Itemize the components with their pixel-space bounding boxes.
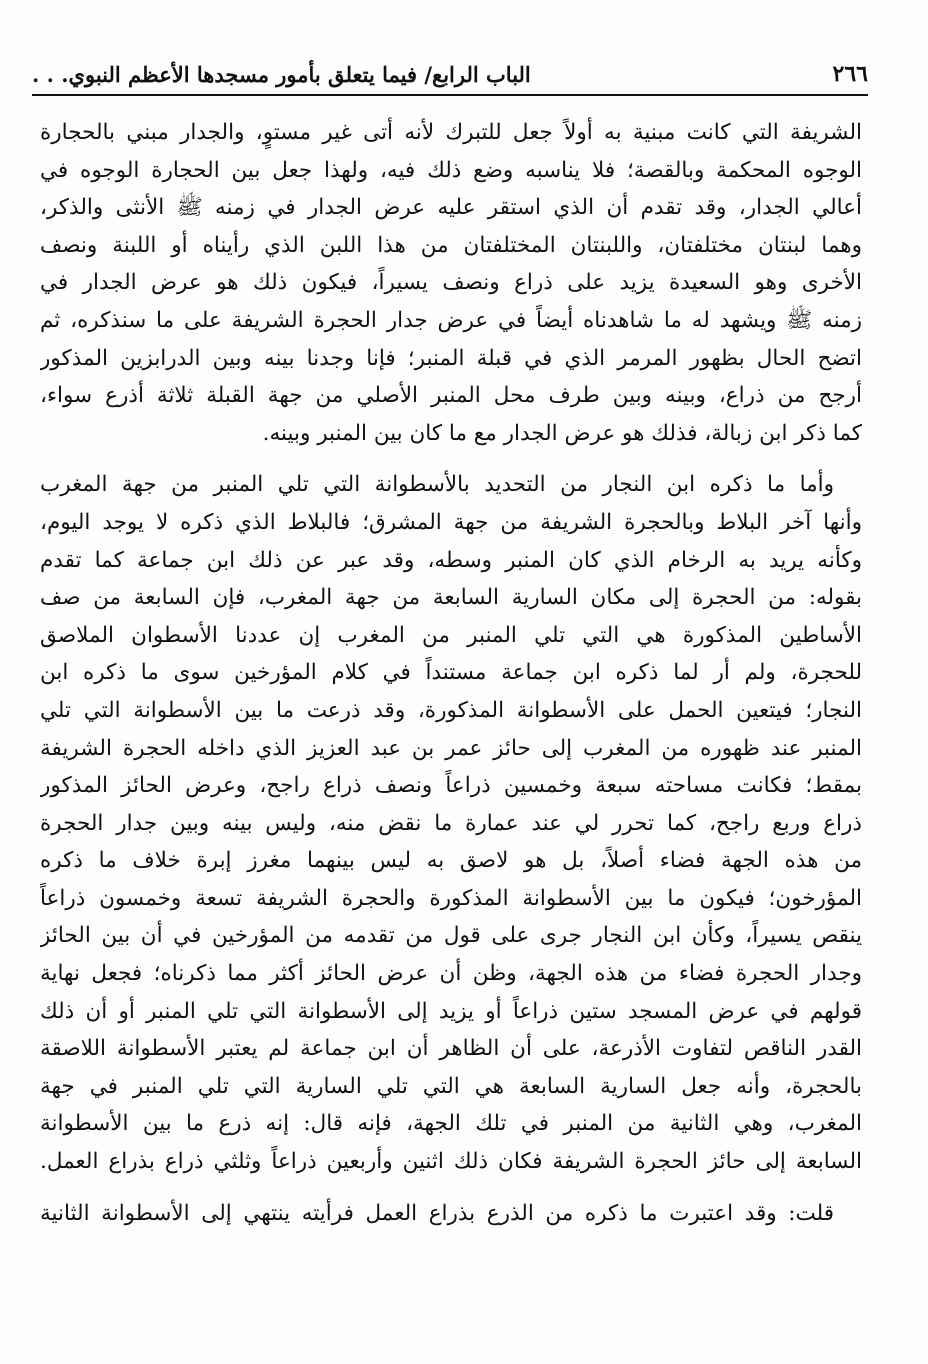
paragraph-2 xyxy=(40,466,862,1180)
text-line: اتضح الحال بظهور المرمر الذي في قبلة المنبر؛ فإنا وجدنا بينه وبين الدرابزين المذكور xyxy=(40,345,862,371)
text-line: وهما لبنتان مختلفتان، واللبنتان المختلفتان من هذا اللبن الذي رأيناه أو اللبنة ونصف xyxy=(40,232,862,258)
text-line-first: قلت: وقد اعتبرت ما ذكره من الذرع بذراع العمل فرأيته ينتهي إلى الأسطوانة الثانية xyxy=(40,1200,834,1226)
text-line: الشريفة التي كانت مبنية به أولاً جعل للتبرك لأنه أتى غير مستوٍ، والجدار مبني بالحجارة xyxy=(40,120,862,145)
text-line: أرجح من ذراع، وبينه وبين طرف محل المنبر الأصلي من جهة القبلة ثلاثة أذرع سواء، xyxy=(40,383,862,409)
page-header xyxy=(32,54,868,96)
paragraph-1 xyxy=(40,114,862,452)
text-line: المؤرخون؛ فيكون ما بين الأسطوانة المذكورة والحجرة الشريفة تسعة وخمسون ذراعاً xyxy=(40,885,862,911)
text-line: ذراع وربع راجح، كما تحرر لي عند عمارة ما نقض منه، وليس بينه وبين جدار الحجرة xyxy=(40,810,862,836)
text-line: بالحجرة، وأنه جعل السارية السابعة هي التي تلي السارية التي تلي المنبر في جهة xyxy=(40,1073,862,1099)
text-line-first: وأما ما ذكره ابن النجار من التحديد بالأسطوانة التي تلي المنبر من جهة المغرب xyxy=(40,472,834,498)
running-title: الباب الرابع/ فيما يتعلق بأمور مسجدها الأعظم النبوي. . . xyxy=(32,61,531,87)
page-body xyxy=(40,114,862,1232)
text-line: وكأنه يريد به الرخام الذي كان المنبر وسطه، وقد عبر عن ذلك ابن جماعة كما تقدم xyxy=(40,547,862,573)
text-line: بقوله: من الحجرة إلى مكان السارية السابعة من جهة المغرب، فإن السابعة من صف xyxy=(40,585,862,611)
page-number: ٢٦٦ xyxy=(832,61,868,87)
text-line: الأساطين المذكورة هي التي تلي المنبر من المغرب إن عددنا الأسطوان الملاصق xyxy=(40,622,862,648)
text-line: القدر الناقص لتفاوت الأذرعة، على أن الظاهر أن ابن جماعة لم يعتبر الأسطوانة اللاصقة xyxy=(40,1036,862,1062)
text-line: زمنه ﷺ ويشهد له ما شاهدناه أيضاً في عرض جدار الحجرة الشريفة على ما سنذكره، ثم xyxy=(40,307,862,333)
text-line: وأنها آخر البلاط وبالحجرة الشريفة من جهة المشرق؛ فالبلاط الذي ذكره لا يوجد اليوم، xyxy=(40,509,862,535)
text-line: المنبر عند ظهوره من المغرب إلى حائز عمر بن عبد العزيز الذي داخله الحجرة الشريفة xyxy=(40,735,862,761)
text-line: الأخرى وهو السعيدة يزيد على ذراع ونصف يسيراً، فيكون ذلك هو عرض الجدار في xyxy=(40,270,862,296)
text-line: وجدار الحجرة فضاء من هذه الجهة، وظن أن عرض الحائز أكثر مما ذكرناه؛ فجعل نهاية xyxy=(40,961,862,987)
paragraph-3 xyxy=(40,1195,862,1233)
text-line: الوجوه المحكمة وبالقصة؛ فلا يناسبه وضع ذلك فيه، ولهذا جعل بين الحجارة الوجوه في xyxy=(40,157,862,183)
text-line: ينقص يسيراً، وكأن ابن النجار جرى على قول من تقدمه من المؤرخين في أن بين الحائز xyxy=(40,923,862,949)
text-line: بمقط؛ فكانت مساحته سبعة وخمسين ذراعاً ونصف ذراع راجح، وعرض الحائز المذكور xyxy=(40,773,862,799)
text-line: أعالي الجدار، وقد تقدم أن الذي استقر عليه عرض الجدار في زمنه ﷺ الأنثى والذكر، xyxy=(40,195,862,221)
text-line: من هذه الجهة فضاء أصلاً، بل هو لاصق به ليس بينهما مغرز إبرة خلاف ما ذكره xyxy=(40,848,862,874)
text-line-last: السابعة إلى حائز الحجرة الشريفة فكان ذلك اثنين وأربعين ذراعاً وثلثي ذراع بذراع العمل. xyxy=(40,1149,862,1175)
text-line: للحجرة، ولم أر لما ذكره ابن جماعة مستنداً في كلام المؤرخين سوى ما ذكره ابن xyxy=(40,660,862,686)
text-line: المغرب، وهي الثانية من المنبر في تلك الجهة، فإنه قال: إنه ذرع ما بين الأسطوانة xyxy=(40,1111,862,1137)
text-line-last: كما ذكر ابن زبالة، فذلك هو عرض الجدار مع ما كان بين المنبر وبينه. xyxy=(262,420,862,446)
text-line: قولهم في عرض المسجد ستين ذراعاً أو يزيد إلى الأسطوانة التي تلي المنبر أو أن ذلك xyxy=(40,998,862,1024)
text-line: النجار؛ فيتعين الحمل على الأسطوانة المذكورة، وقد ذرعت ما بين الأسطوانة التي تلي xyxy=(40,697,862,723)
